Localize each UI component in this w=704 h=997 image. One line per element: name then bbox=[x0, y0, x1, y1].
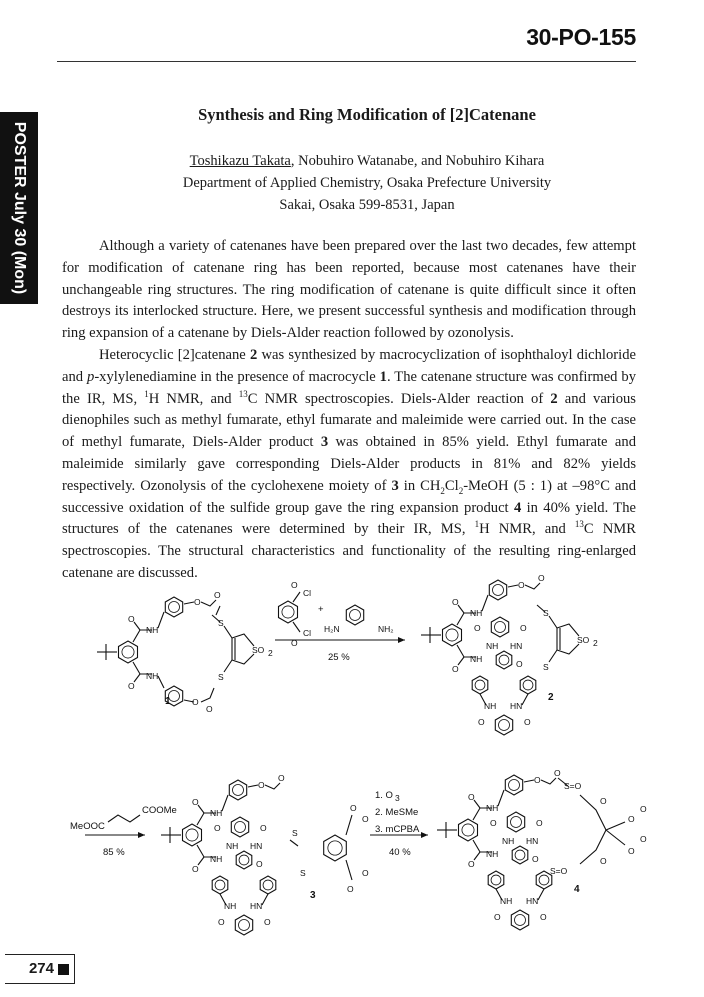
atom-label: MeOOC bbox=[70, 821, 105, 832]
bond bbox=[346, 815, 352, 835]
bond bbox=[522, 694, 528, 705]
p-phenylene-ring bbox=[496, 651, 512, 669]
text-segment: . The catenane structure was confirmed by the IR, MS, bbox=[62, 368, 636, 407]
atom-label: NH bbox=[486, 641, 499, 651]
atom-label: NH bbox=[210, 808, 223, 818]
compound-number: 2 bbox=[249, 346, 258, 363]
tbu-isophthalamide-ring bbox=[459, 819, 478, 841]
aromatic-circle bbox=[511, 817, 522, 828]
atom-label: O bbox=[524, 717, 531, 727]
atom-label: HN bbox=[250, 901, 263, 911]
aromatic-circle bbox=[239, 855, 249, 865]
atom-label: S bbox=[543, 608, 549, 618]
p-phenylene-ring bbox=[236, 851, 252, 869]
subscript: 2 bbox=[593, 638, 598, 648]
isophthaloyl-ring bbox=[511, 910, 528, 930]
atom-label: O bbox=[128, 681, 135, 691]
aromatic-circle bbox=[215, 880, 225, 890]
bond bbox=[134, 674, 140, 682]
atom-label: NH bbox=[500, 896, 513, 906]
bond bbox=[541, 778, 556, 784]
aromatic-circle bbox=[475, 680, 485, 690]
p-phenylene-ring bbox=[505, 775, 522, 795]
atom-label: COOMe bbox=[142, 805, 177, 816]
bond bbox=[224, 626, 232, 672]
yield-label: 40 % bbox=[389, 847, 411, 858]
text-segment: -xylylenediamine in the presence of macrocycle bbox=[94, 368, 380, 385]
atom-label: O bbox=[256, 859, 263, 869]
bond bbox=[606, 822, 625, 830]
author-list bbox=[0, 153, 704, 170]
address: Sakai, Osaka 599-8531, Japan bbox=[279, 197, 455, 213]
aromatic-circle bbox=[282, 606, 294, 618]
text-segment: in CH bbox=[398, 477, 441, 494]
plus-sign: + bbox=[318, 604, 324, 615]
bond bbox=[158, 676, 164, 688]
compound-number: 4 bbox=[513, 499, 522, 516]
aromatic-circle bbox=[122, 646, 134, 658]
atom-label: O bbox=[516, 659, 523, 669]
atom-label: HN bbox=[526, 836, 539, 846]
bond bbox=[508, 585, 518, 587]
atom-label: O bbox=[291, 638, 298, 648]
compound-number: 2 bbox=[548, 692, 554, 703]
text-segment: 2 bbox=[440, 485, 445, 496]
bond bbox=[293, 592, 300, 602]
atom-label: Cl bbox=[303, 628, 312, 638]
text-segment: C NMR spectroscopies. Diels-Alder reaction of bbox=[247, 390, 551, 407]
aromatic-circle bbox=[499, 655, 509, 665]
text-segment: was obtained in 85% yield. Ethyl fumarate and maleimide similarly gave corresponding Diels-Alder products in 81% and 82% yields respectively. Ozonolysis of the cyclohexene moiety of bbox=[62, 434, 637, 494]
atom-label: NH bbox=[484, 701, 497, 711]
compound-number: 4 bbox=[574, 884, 580, 895]
atom-label: O bbox=[538, 573, 545, 583]
bond bbox=[474, 800, 480, 808]
text-segment: 13 bbox=[574, 519, 584, 530]
aromatic-circle bbox=[235, 822, 246, 833]
atom-label: O bbox=[452, 664, 459, 674]
compound-number: 2 bbox=[550, 390, 558, 407]
xylylene-ring bbox=[488, 871, 504, 889]
aromatic-circle bbox=[263, 880, 273, 890]
text-segment: and various dienophiles such as methyl fumarate, ethyl fumarate and maleimide were carried out. In the case of methyl fumarate, Diels-Alder product bbox=[62, 390, 636, 451]
yield-label: 25 % bbox=[328, 652, 350, 663]
xylylene-ring bbox=[520, 676, 536, 694]
bond bbox=[549, 616, 557, 662]
bond bbox=[606, 830, 625, 845]
atom-label: O bbox=[628, 814, 635, 824]
bond bbox=[482, 595, 488, 611]
atom-label: O bbox=[532, 854, 539, 864]
isophthaloyl-ring bbox=[231, 817, 248, 837]
atom-label: O bbox=[452, 597, 459, 607]
isophthaloyl-dichloride-ring bbox=[279, 601, 298, 623]
text-segment: Heterocyclic [2]catenane bbox=[99, 346, 250, 363]
page-footer bbox=[5, 954, 75, 984]
tbu-isophthalamide-ring bbox=[443, 624, 462, 646]
isophthaloyl-ring bbox=[491, 617, 508, 637]
aromatic-circle bbox=[350, 610, 361, 621]
bond bbox=[525, 583, 540, 589]
compound-number: 1 bbox=[379, 368, 387, 385]
atom-label: O bbox=[278, 773, 285, 783]
atom-label: S bbox=[292, 828, 298, 838]
reagent-label: 2. MeSMe bbox=[375, 807, 419, 818]
atom-label: O bbox=[600, 856, 607, 866]
arrowhead-icon bbox=[398, 637, 405, 643]
atom-label: HN bbox=[526, 896, 539, 906]
atom-label: O bbox=[478, 717, 485, 727]
arrowhead-icon bbox=[421, 832, 428, 838]
bond bbox=[524, 780, 534, 782]
aromatic-circle bbox=[493, 585, 504, 596]
atom-label: S bbox=[218, 618, 224, 628]
atom-label: O bbox=[640, 804, 647, 814]
text-segment: in 40% yield. The structures of the catenanes were determined by their IR, MS, bbox=[62, 499, 636, 538]
atom-label: H₂N bbox=[324, 624, 340, 634]
atom-label: O bbox=[554, 768, 561, 778]
reagent-label: 1. O bbox=[375, 790, 393, 801]
p-phenylene-ring bbox=[229, 780, 246, 800]
aromatic-circle bbox=[523, 680, 533, 690]
aromatic-circle bbox=[491, 875, 501, 885]
aromatic-circle bbox=[462, 824, 474, 836]
atom-label: O bbox=[468, 859, 475, 869]
atom-label: O bbox=[520, 623, 527, 633]
aromatic-circle bbox=[328, 841, 342, 855]
bond bbox=[474, 852, 480, 860]
atom-label: NH bbox=[146, 625, 159, 635]
compound-number: 3 bbox=[320, 434, 329, 451]
aromatic-circle bbox=[233, 785, 244, 796]
paragraph bbox=[62, 345, 636, 585]
atom-label: O bbox=[494, 912, 501, 922]
atom-label: O bbox=[214, 823, 221, 833]
presenting-author: Toshikazu Takata bbox=[189, 153, 291, 169]
compound-number: 3 bbox=[391, 477, 399, 494]
bond bbox=[201, 600, 216, 606]
atom-label: O bbox=[192, 797, 199, 807]
header-rule bbox=[57, 61, 636, 62]
affiliation: Department of Applied Chemistry, Osaka Prefecture University bbox=[182, 175, 552, 191]
atom-label: NH bbox=[210, 854, 223, 864]
atom-label: O bbox=[218, 917, 225, 927]
bond bbox=[346, 860, 352, 880]
atom-label: O bbox=[640, 834, 647, 844]
subscript: 2 bbox=[268, 648, 273, 658]
aromatic-circle bbox=[515, 915, 526, 926]
atom-label: O bbox=[128, 614, 135, 624]
isophthaloyl-ring bbox=[507, 812, 524, 832]
reagent-label: 3. mCPBA bbox=[375, 824, 420, 835]
poster-code: 30-PO-155 bbox=[526, 24, 636, 50]
text-segment: was synthesized by macrocyclization of isophthaloyl dichloride and bbox=[62, 346, 636, 385]
yield-label: 85 % bbox=[103, 847, 125, 858]
atom-label: O bbox=[540, 912, 547, 922]
side-tab-label: POSTER July 30 (Mon) bbox=[11, 121, 28, 295]
atom-label: NH bbox=[226, 841, 239, 851]
atom-label: S bbox=[218, 672, 224, 682]
compound-number: 3 bbox=[310, 890, 316, 901]
atom-label: O bbox=[628, 846, 635, 856]
aromatic-circle bbox=[509, 780, 520, 791]
atom-label: HN bbox=[510, 641, 523, 651]
text-segment: 2 bbox=[458, 485, 464, 496]
aromatic-circle bbox=[499, 720, 510, 731]
bond bbox=[222, 795, 228, 811]
text-segment: 13 bbox=[238, 388, 248, 399]
tbu-isophthalamide-ring bbox=[119, 641, 138, 663]
aromatic-circle bbox=[495, 622, 506, 633]
isophthaloyl-ring bbox=[235, 915, 252, 935]
atom-label: HN bbox=[250, 841, 263, 851]
text-segment: 1 bbox=[144, 388, 149, 399]
xylylene-ring bbox=[472, 676, 488, 694]
reaction-scheme bbox=[0, 570, 704, 950]
p-phenylene-ring bbox=[165, 597, 182, 617]
atom-label: NH₂ bbox=[378, 624, 394, 634]
bond bbox=[158, 612, 164, 628]
atom-label: O bbox=[518, 580, 525, 590]
bond bbox=[184, 602, 194, 604]
sulfone-label: S=O bbox=[564, 781, 582, 791]
atom-label: O bbox=[194, 597, 201, 607]
bond bbox=[108, 815, 140, 822]
aromatic-circle bbox=[169, 602, 180, 613]
bond bbox=[134, 622, 140, 630]
bond bbox=[293, 622, 300, 632]
text-segment: Cl bbox=[444, 477, 459, 494]
cyclohexene-ring bbox=[324, 835, 347, 861]
atom-label: O bbox=[350, 803, 357, 813]
tbu-isophthalamide-ring bbox=[183, 824, 202, 846]
bond bbox=[262, 894, 268, 905]
compound-number: 1 bbox=[165, 696, 171, 707]
text-segment: H NMR, and bbox=[148, 390, 239, 407]
atom-label: NH bbox=[486, 849, 499, 859]
bond bbox=[216, 606, 220, 615]
atom-label: O bbox=[192, 697, 199, 707]
atom-label: O bbox=[474, 623, 481, 633]
bond bbox=[290, 840, 298, 846]
atom-label: O bbox=[536, 818, 543, 828]
bond bbox=[498, 790, 504, 806]
atom-label: O bbox=[214, 590, 221, 600]
text-segment: p bbox=[87, 368, 95, 385]
atom-label: NH bbox=[224, 901, 237, 911]
isophthaloyl-ring bbox=[495, 715, 512, 735]
atom-label: O bbox=[600, 796, 607, 806]
bond bbox=[198, 857, 204, 865]
aromatic-circle bbox=[186, 829, 198, 841]
text-segment: -MeOH (5 : 1) at –98°C and successive oxidation of the sulfide group gave the ring expansion product bbox=[62, 477, 637, 516]
xylylene-ring bbox=[260, 876, 276, 894]
sulfone-label: S=O bbox=[550, 866, 568, 876]
bond bbox=[248, 785, 258, 787]
aromatic-circle bbox=[539, 875, 549, 885]
page-marker-square bbox=[58, 964, 69, 975]
aromatic-circle bbox=[515, 850, 525, 860]
atom-label: NH bbox=[486, 803, 499, 813]
atom-label: O bbox=[258, 780, 265, 790]
atom-label: S bbox=[300, 868, 306, 878]
atom-label: O bbox=[362, 814, 369, 824]
atom-label: Cl bbox=[303, 588, 312, 598]
xylylene-ring bbox=[212, 876, 228, 894]
atom-label: O bbox=[206, 704, 213, 714]
subscript: 3 bbox=[395, 793, 400, 803]
atom-label: NH bbox=[470, 654, 483, 664]
bond bbox=[198, 805, 204, 813]
atom-label: O bbox=[362, 868, 369, 878]
bond bbox=[265, 783, 280, 789]
atom-label: O bbox=[260, 823, 267, 833]
text-segment: H NMR, and bbox=[479, 521, 575, 538]
text-segment: Although a variety of catenanes have been prepared over the last two decades, few attempt for modification of catenane ring has been reported, because most catenanes have their unchangeable ring structures. The ring modification of catenane is quite difficult since it often destroys its interlocked structure. Here, we present successful synthesis and modification through ring expansion of a catenane by Diels-Alder reaction followed by ozonolysis. bbox=[62, 238, 636, 342]
aromatic-circle bbox=[239, 920, 250, 931]
bond bbox=[458, 657, 464, 665]
aromatic-circle bbox=[446, 629, 458, 641]
atom-label: O bbox=[192, 864, 199, 874]
atom-label: NH bbox=[502, 836, 515, 846]
text-segment: 1 bbox=[474, 519, 480, 530]
bond bbox=[458, 605, 464, 613]
atom-label: O bbox=[347, 884, 354, 894]
arrowhead-icon bbox=[138, 832, 145, 838]
p-phenylene-ring bbox=[489, 580, 506, 600]
xylylenediamine-ring bbox=[346, 605, 363, 625]
atom-label: NH bbox=[146, 671, 159, 681]
co-authors: , Nobuhiro Watanabe, and Nobuhiro Kihara bbox=[290, 153, 545, 169]
text-segment: C NMR spectroscopies. The structural characteristics and functionality of the resulting ring-enlarged catenane are discussed. bbox=[62, 521, 636, 581]
atom-label: O bbox=[291, 580, 298, 590]
atom-label: NH bbox=[470, 608, 483, 618]
p-phenylene-ring bbox=[512, 846, 528, 864]
atom-label: HN bbox=[510, 701, 523, 711]
paragraph bbox=[62, 236, 636, 345]
abstract-body bbox=[62, 236, 636, 585]
bond bbox=[538, 889, 544, 900]
atom-label: O bbox=[534, 775, 541, 785]
atom-label: O bbox=[468, 792, 475, 802]
atom-label: O bbox=[264, 917, 271, 927]
atom-label: S bbox=[543, 662, 549, 672]
bond bbox=[201, 688, 214, 702]
atom-label: SO bbox=[252, 645, 265, 655]
page-number: 274 bbox=[28, 960, 54, 977]
paper-title: Synthesis and Ring Modification of [2]Catenane bbox=[198, 105, 536, 124]
atom-label: SO bbox=[577, 635, 590, 645]
atom-label: O bbox=[490, 818, 497, 828]
